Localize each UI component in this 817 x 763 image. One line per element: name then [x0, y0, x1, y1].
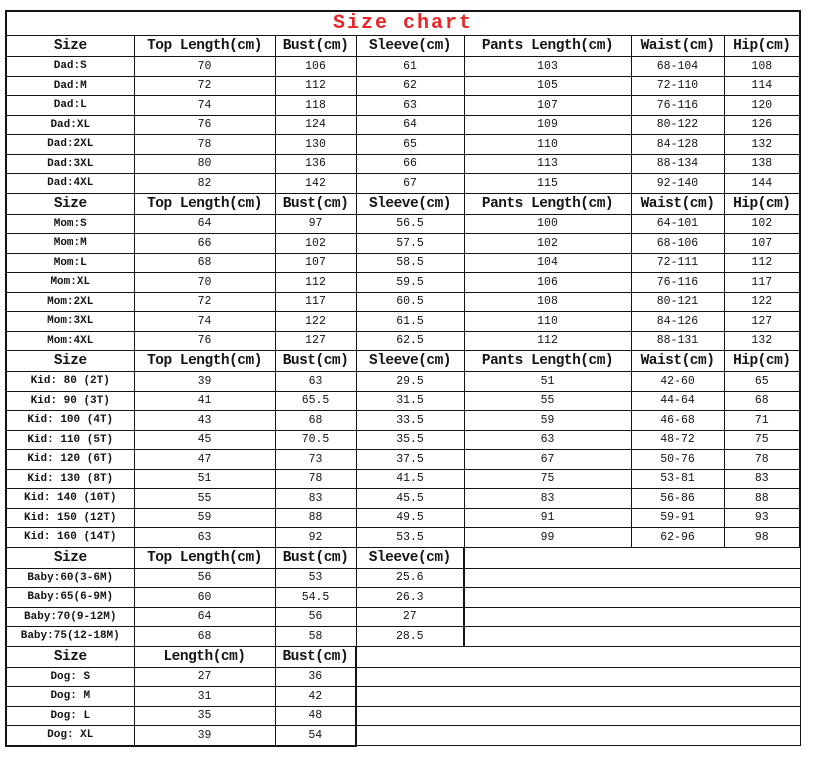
value-cell: 104: [464, 253, 631, 273]
value-cell: 76: [134, 331, 275, 351]
column-header: Waist(cm): [631, 36, 724, 57]
value-cell: 92-140: [631, 174, 724, 194]
column-header: Size: [6, 193, 134, 214]
table-row: [6, 312, 800, 332]
size-label-cell: Dad:4XL: [6, 174, 134, 194]
value-cell: 60.5: [356, 292, 464, 312]
table-row: [6, 253, 800, 273]
empty-area: [464, 607, 800, 627]
size-label-cell: Dad:L: [6, 96, 134, 116]
value-cell: 78: [134, 135, 275, 155]
dog-header-row: [6, 646, 800, 667]
value-cell: 109: [464, 115, 631, 135]
value-cell: 105: [464, 76, 631, 96]
table-row: [6, 273, 800, 293]
value-cell: 53.5: [356, 528, 464, 548]
table-row: [6, 135, 800, 155]
value-cell: 99: [464, 528, 631, 548]
size-label-cell: Baby:70(9-12M): [6, 607, 134, 627]
title-row: [6, 11, 800, 36]
value-cell: 50-76: [631, 450, 724, 470]
page-title: Size chart: [6, 11, 800, 36]
value-cell: 108: [724, 57, 800, 77]
column-header: Bust(cm): [275, 36, 356, 57]
table-row: [6, 96, 800, 116]
column-header: Waist(cm): [631, 193, 724, 214]
table-row: [6, 450, 800, 470]
column-header: Pants Length(cm): [464, 36, 631, 57]
value-cell: 118: [275, 96, 356, 116]
value-cell: 43: [134, 411, 275, 431]
value-cell: 70: [134, 57, 275, 77]
value-cell: 117: [275, 292, 356, 312]
table-row: [6, 706, 800, 726]
value-cell: 68: [724, 391, 800, 411]
value-cell: 112: [464, 331, 631, 351]
value-cell: 80-121: [631, 292, 724, 312]
size-label-cell: Baby:75(12-18M): [6, 627, 134, 647]
value-cell: 27: [356, 607, 464, 627]
value-cell: 68-106: [631, 234, 724, 254]
value-cell: 36: [275, 667, 356, 687]
column-header: Pants Length(cm): [464, 193, 631, 214]
value-cell: 56: [275, 607, 356, 627]
value-cell: 78: [724, 450, 800, 470]
value-cell: 56: [134, 568, 275, 588]
column-header: Bust(cm): [275, 646, 356, 667]
size-label-cell: Dog: M: [6, 687, 134, 707]
value-cell: 132: [724, 135, 800, 155]
value-cell: 114: [724, 76, 800, 96]
value-cell: 64-101: [631, 214, 724, 234]
value-cell: 57.5: [356, 234, 464, 254]
value-cell: 28.5: [356, 627, 464, 647]
value-cell: 113: [464, 154, 631, 174]
size-label-cell: Kid: 110 (5T): [6, 430, 134, 450]
value-cell: 67: [464, 450, 631, 470]
value-cell: 75: [724, 430, 800, 450]
table-row: [6, 174, 800, 194]
value-cell: 67: [356, 174, 464, 194]
value-cell: 53: [275, 568, 356, 588]
value-cell: 88: [275, 508, 356, 528]
value-cell: 142: [275, 174, 356, 194]
value-cell: 74: [134, 312, 275, 332]
value-cell: 106: [275, 57, 356, 77]
value-cell: 65.5: [275, 391, 356, 411]
value-cell: 127: [275, 331, 356, 351]
table-row: [6, 607, 800, 627]
value-cell: 93: [724, 508, 800, 528]
empty-area: [356, 726, 800, 746]
table-row: [6, 57, 800, 77]
value-cell: 66: [134, 234, 275, 254]
value-cell: 55: [134, 489, 275, 509]
value-cell: 108: [464, 292, 631, 312]
size-label-cell: Kid: 140 (10T): [6, 489, 134, 509]
value-cell: 80-122: [631, 115, 724, 135]
value-cell: 35.5: [356, 430, 464, 450]
table-row: [6, 292, 800, 312]
value-cell: 70: [134, 273, 275, 293]
size-label-cell: Kid: 130 (8T): [6, 469, 134, 489]
column-header: Size: [6, 36, 134, 57]
table-row: [6, 588, 800, 608]
value-cell: 59.5: [356, 273, 464, 293]
value-cell: 41.5: [356, 469, 464, 489]
value-cell: 31: [134, 687, 275, 707]
table-row: [6, 372, 800, 392]
column-header: Size: [6, 351, 134, 372]
value-cell: 39: [134, 372, 275, 392]
value-cell: 122: [275, 312, 356, 332]
value-cell: 33.5: [356, 411, 464, 431]
size-label-cell: Dad:XL: [6, 115, 134, 135]
value-cell: 45.5: [356, 489, 464, 509]
value-cell: 88-134: [631, 154, 724, 174]
column-header: Top Length(cm): [134, 193, 275, 214]
table-row: [6, 76, 800, 96]
value-cell: 83: [275, 489, 356, 509]
value-cell: 102: [464, 234, 631, 254]
value-cell: 83: [724, 469, 800, 489]
value-cell: 103: [464, 57, 631, 77]
value-cell: 70.5: [275, 430, 356, 450]
value-cell: 64: [134, 607, 275, 627]
value-cell: 72: [134, 76, 275, 96]
value-cell: 75: [464, 469, 631, 489]
size-label-cell: Dad:2XL: [6, 135, 134, 155]
value-cell: 126: [724, 115, 800, 135]
value-cell: 76-116: [631, 96, 724, 116]
column-header: Top Length(cm): [134, 547, 275, 568]
value-cell: 97: [275, 214, 356, 234]
value-cell: 42-60: [631, 372, 724, 392]
mom-header-row: [6, 193, 800, 214]
column-header: Bust(cm): [275, 547, 356, 568]
value-cell: 47: [134, 450, 275, 470]
size-label-cell: Baby:60(3-6M): [6, 568, 134, 588]
value-cell: 55: [464, 391, 631, 411]
size-label-cell: Dog: S: [6, 667, 134, 687]
baby-header-row: [6, 547, 800, 568]
value-cell: 107: [724, 234, 800, 254]
table-row: [6, 726, 800, 746]
value-cell: 48-72: [631, 430, 724, 450]
size-label-cell: Kid: 90 (3T): [6, 391, 134, 411]
dad-header-row: [6, 36, 800, 57]
table-row: [6, 469, 800, 489]
empty-area: [356, 646, 800, 667]
column-header: Bust(cm): [275, 193, 356, 214]
size-label-cell: Dog: XL: [6, 726, 134, 746]
column-header: Hip(cm): [724, 36, 800, 57]
value-cell: 25.6: [356, 568, 464, 588]
value-cell: 84-128: [631, 135, 724, 155]
table-row: [6, 411, 800, 431]
size-label-cell: Dad:3XL: [6, 154, 134, 174]
size-chart-body: [6, 11, 800, 746]
size-chart-table: [5, 10, 801, 747]
value-cell: 58.5: [356, 253, 464, 273]
size-label-cell: Baby:65(6-9M): [6, 588, 134, 608]
size-label-cell: Dad:M: [6, 76, 134, 96]
table-row: [6, 234, 800, 254]
value-cell: 64: [356, 115, 464, 135]
value-cell: 63: [356, 96, 464, 116]
value-cell: 49.5: [356, 508, 464, 528]
value-cell: 63: [275, 372, 356, 392]
size-label-cell: Mom:2XL: [6, 292, 134, 312]
value-cell: 62.5: [356, 331, 464, 351]
value-cell: 127: [724, 312, 800, 332]
value-cell: 88: [724, 489, 800, 509]
column-header: Pants Length(cm): [464, 351, 631, 372]
empty-area: [464, 568, 800, 588]
size-label-cell: Kid: 120 (6T): [6, 450, 134, 470]
table-row: [6, 568, 800, 588]
size-label-cell: Mom:L: [6, 253, 134, 273]
value-cell: 65: [724, 372, 800, 392]
value-cell: 48: [275, 706, 356, 726]
size-label-cell: Dad:S: [6, 57, 134, 77]
value-cell: 63: [464, 430, 631, 450]
value-cell: 68: [134, 627, 275, 647]
table-row: [6, 214, 800, 234]
table-row: [6, 627, 800, 647]
value-cell: 66: [356, 154, 464, 174]
value-cell: 42: [275, 687, 356, 707]
value-cell: 117: [724, 273, 800, 293]
size-label-cell: Mom:3XL: [6, 312, 134, 332]
value-cell: 74: [134, 96, 275, 116]
value-cell: 53-81: [631, 469, 724, 489]
value-cell: 44-64: [631, 391, 724, 411]
table-row: [6, 687, 800, 707]
value-cell: 106: [464, 273, 631, 293]
value-cell: 78: [275, 469, 356, 489]
column-header: Size: [6, 547, 134, 568]
value-cell: 54: [275, 726, 356, 746]
value-cell: 31.5: [356, 391, 464, 411]
size-label-cell: Kid: 100 (4T): [6, 411, 134, 431]
value-cell: 46-68: [631, 411, 724, 431]
column-header: Bust(cm): [275, 351, 356, 372]
value-cell: 59: [134, 508, 275, 528]
value-cell: 138: [724, 154, 800, 174]
value-cell: 72-110: [631, 76, 724, 96]
value-cell: 26.3: [356, 588, 464, 608]
value-cell: 45: [134, 430, 275, 450]
value-cell: 76: [134, 115, 275, 135]
value-cell: 41: [134, 391, 275, 411]
value-cell: 64: [134, 214, 275, 234]
value-cell: 54.5: [275, 588, 356, 608]
empty-area: [464, 547, 800, 568]
value-cell: 84-126: [631, 312, 724, 332]
value-cell: 56.5: [356, 214, 464, 234]
size-label-cell: Mom:4XL: [6, 331, 134, 351]
value-cell: 102: [724, 214, 800, 234]
column-header: Sleeve(cm): [356, 36, 464, 57]
value-cell: 112: [275, 76, 356, 96]
value-cell: 91: [464, 508, 631, 528]
value-cell: 83: [464, 489, 631, 509]
column-header: Waist(cm): [631, 351, 724, 372]
column-header: Sleeve(cm): [356, 193, 464, 214]
empty-area: [464, 627, 800, 647]
value-cell: 27: [134, 667, 275, 687]
column-header: Top Length(cm): [134, 351, 275, 372]
empty-area: [356, 706, 800, 726]
value-cell: 107: [275, 253, 356, 273]
table-row: [6, 508, 800, 528]
value-cell: 88-131: [631, 331, 724, 351]
value-cell: 120: [724, 96, 800, 116]
column-header: Sleeve(cm): [356, 351, 464, 372]
value-cell: 58: [275, 627, 356, 647]
table-row: [6, 489, 800, 509]
table-row: [6, 115, 800, 135]
value-cell: 39: [134, 726, 275, 746]
value-cell: 76-116: [631, 273, 724, 293]
empty-area: [356, 687, 800, 707]
value-cell: 115: [464, 174, 631, 194]
value-cell: 60: [134, 588, 275, 608]
value-cell: 112: [724, 253, 800, 273]
value-cell: 112: [275, 273, 356, 293]
table-row: [6, 430, 800, 450]
value-cell: 63: [134, 528, 275, 548]
value-cell: 132: [724, 331, 800, 351]
value-cell: 110: [464, 135, 631, 155]
size-label-cell: Kid: 150 (12T): [6, 508, 134, 528]
table-row: [6, 528, 800, 548]
column-header: Sleeve(cm): [356, 547, 464, 568]
size-label-cell: Kid: 80 (2T): [6, 372, 134, 392]
value-cell: 29.5: [356, 372, 464, 392]
size-label-cell: Kid: 160 (14T): [6, 528, 134, 548]
size-label-cell: Mom:M: [6, 234, 134, 254]
value-cell: 51: [134, 469, 275, 489]
value-cell: 80: [134, 154, 275, 174]
value-cell: 73: [275, 450, 356, 470]
value-cell: 107: [464, 96, 631, 116]
value-cell: 62-96: [631, 528, 724, 548]
kid-header-row: [6, 351, 800, 372]
column-header: Hip(cm): [724, 351, 800, 372]
value-cell: 136: [275, 154, 356, 174]
value-cell: 92: [275, 528, 356, 548]
value-cell: 56-86: [631, 489, 724, 509]
value-cell: 71: [724, 411, 800, 431]
column-header: Hip(cm): [724, 193, 800, 214]
value-cell: 62: [356, 76, 464, 96]
value-cell: 122: [724, 292, 800, 312]
value-cell: 59-91: [631, 508, 724, 528]
value-cell: 37.5: [356, 450, 464, 470]
column-header: Size: [6, 646, 134, 667]
value-cell: 68: [134, 253, 275, 273]
empty-area: [464, 588, 800, 608]
value-cell: 130: [275, 135, 356, 155]
table-row: [6, 331, 800, 351]
value-cell: 68-104: [631, 57, 724, 77]
value-cell: 61: [356, 57, 464, 77]
size-label-cell: Mom:XL: [6, 273, 134, 293]
empty-area: [356, 667, 800, 687]
table-row: [6, 391, 800, 411]
value-cell: 82: [134, 174, 275, 194]
size-label-cell: Dog: L: [6, 706, 134, 726]
value-cell: 72: [134, 292, 275, 312]
value-cell: 124: [275, 115, 356, 135]
column-header: Length(cm): [134, 646, 275, 667]
table-row: [6, 154, 800, 174]
value-cell: 35: [134, 706, 275, 726]
value-cell: 144: [724, 174, 800, 194]
value-cell: 68: [275, 411, 356, 431]
value-cell: 110: [464, 312, 631, 332]
size-label-cell: Mom:S: [6, 214, 134, 234]
value-cell: 61.5: [356, 312, 464, 332]
value-cell: 102: [275, 234, 356, 254]
value-cell: 59: [464, 411, 631, 431]
value-cell: 98: [724, 528, 800, 548]
value-cell: 65: [356, 135, 464, 155]
table-row: [6, 667, 800, 687]
value-cell: 72-111: [631, 253, 724, 273]
value-cell: 51: [464, 372, 631, 392]
value-cell: 100: [464, 214, 631, 234]
column-header: Top Length(cm): [134, 36, 275, 57]
